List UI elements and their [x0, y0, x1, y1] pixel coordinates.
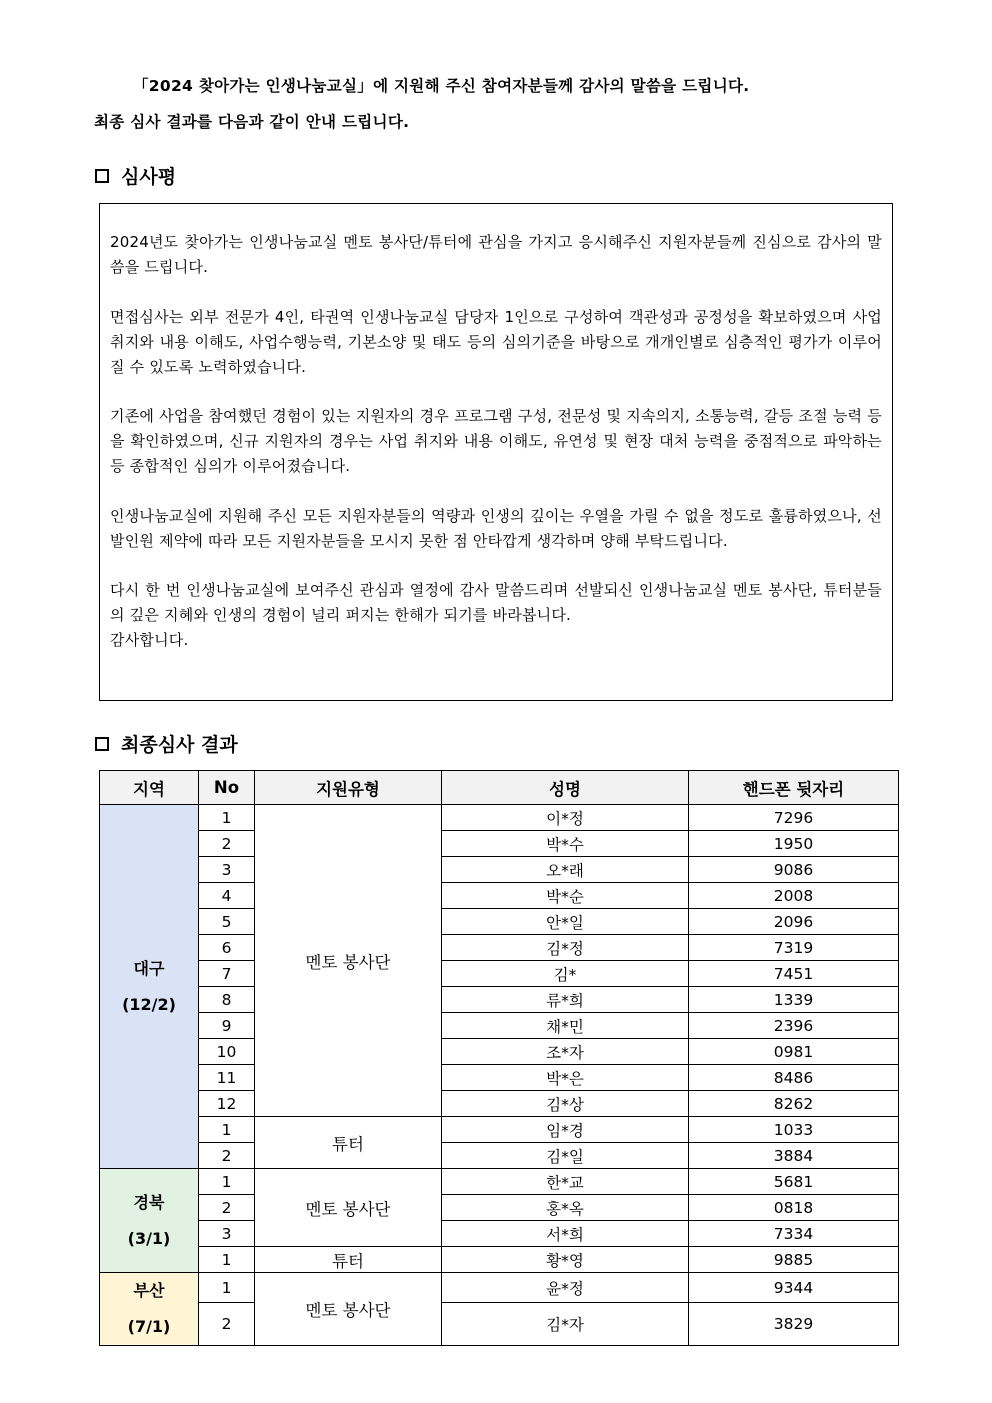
row-name: 박*수 — [442, 831, 689, 857]
table-row — [100, 831, 899, 857]
region-count: (3/1) — [127, 1228, 171, 1248]
table-row — [100, 1169, 899, 1195]
row-phone: 1033 — [689, 1117, 899, 1143]
section-title-result — [95, 730, 238, 757]
region-cell-busan — [100, 1273, 199, 1346]
row-name: 김* — [442, 961, 689, 987]
row-name: 홍*옥 — [442, 1195, 689, 1221]
row-name: 김*일 — [442, 1143, 689, 1169]
table-row — [100, 1273, 899, 1303]
row-phone: 1339 — [689, 987, 899, 1013]
review-paragraph: 다시 한 번 인생나눔교실에 보여주신 관심과 열정에 감사 말씀드리며 선발되신 인생나눔교실 멘토 봉사단, 튜터분들의 깊은 지혜와 인생의 경험이 널리 퍼지는 한해가 되기를 바라봅니다. — [110, 581, 882, 624]
review-paragraph: 2024년도 찾아가는 인생나눔교실 멘토 봉사단/튜터에 관심을 가지고 응시해주신 지원자분들께 진심으로 감사의 말씀을 드립니다. — [110, 233, 882, 276]
region-name: 부산 — [133, 1281, 165, 1300]
row-name: 황*영 — [442, 1247, 689, 1273]
review-paragraph: 인생나눔교실에 지원해 주신 모든 지원자분들의 역량과 인생의 깊이는 우열을 가릴 수 없을 정도로 훌륭하였으나, 선발인원 제약에 따라 모든 지원자분들을 모시지 못한 점 안타깝게 생각하며 양해 부탁드립니다. — [110, 506, 882, 550]
table-row — [100, 1117, 899, 1143]
table-row — [100, 1013, 899, 1039]
type-cell: 튜터 — [255, 1247, 442, 1273]
header-no: No — [199, 771, 255, 805]
row-phone: 9885 — [689, 1247, 899, 1273]
table-row — [100, 1065, 899, 1091]
type-cell: 멘토 봉사단 — [255, 805, 442, 1117]
row-no: 5 — [199, 909, 255, 935]
row-no: 1 — [199, 1169, 255, 1195]
table-row — [100, 1091, 899, 1117]
result-table — [99, 770, 899, 1346]
row-name: 임*경 — [442, 1117, 689, 1143]
row-no: 3 — [199, 1221, 255, 1247]
table-row — [100, 1247, 899, 1273]
table-header-row — [100, 771, 899, 805]
row-no: 6 — [199, 935, 255, 961]
row-phone: 5681 — [689, 1169, 899, 1195]
row-phone: 7296 — [689, 805, 899, 831]
checkbox-square-icon — [95, 737, 109, 751]
header-name: 성명 — [442, 771, 689, 805]
row-phone: 7319 — [689, 935, 899, 961]
row-no: 2 — [199, 1195, 255, 1221]
row-phone: 9086 — [689, 857, 899, 883]
region-count: (7/1) — [127, 1317, 171, 1336]
row-phone: 2396 — [689, 1013, 899, 1039]
header-region: 지역 — [100, 771, 199, 805]
row-no: 1 — [199, 1117, 255, 1143]
table-row — [100, 1221, 899, 1247]
row-phone: 2008 — [689, 883, 899, 909]
row-phone: 0981 — [689, 1039, 899, 1065]
type-cell: 멘토 봉사단 — [255, 1169, 442, 1247]
row-no: 1 — [199, 1273, 255, 1303]
table-row — [100, 987, 899, 1013]
table-row — [100, 1039, 899, 1065]
row-phone: 1950 — [689, 831, 899, 857]
row-name: 채*민 — [442, 1013, 689, 1039]
row-name: 안*일 — [442, 909, 689, 935]
table-row — [100, 857, 899, 883]
row-phone: 9344 — [689, 1273, 899, 1303]
row-no: 1 — [199, 805, 255, 831]
row-name: 김*정 — [442, 935, 689, 961]
row-name: 박*은 — [442, 1065, 689, 1091]
section-title-review — [95, 162, 176, 189]
row-name: 오*래 — [442, 857, 689, 883]
table-row — [100, 883, 899, 909]
row-phone: 8262 — [689, 1091, 899, 1117]
row-name: 류*희 — [442, 987, 689, 1013]
review-paragraph: 면접심사는 외부 전문가 4인, 타권역 인생나눔교실 담당자 1인으로 구성하여 객관성과 공정성을 확보하였으며 사업 취지와 내용 이해도, 사업수행능력, 기본소양 및 태도 등의 심의기준을 바탕으로 개개인별로 심층적인 평가가 이루어질 수 있도록 노력하였습니다. — [110, 307, 882, 376]
row-no: 2 — [199, 1303, 255, 1346]
row-phone: 7334 — [689, 1221, 899, 1247]
intro-line-1: 「2024 찾아가는 인생나눔교실」에 지원해 주신 참여자분들께 감사의 말씀을 드립니다. — [133, 77, 750, 95]
intro-line-2: 최종 심사 결과를 다음과 같이 안내 드립니다. — [94, 113, 410, 131]
row-no: 9 — [199, 1013, 255, 1039]
table-row — [100, 1143, 899, 1169]
row-name: 한*교 — [442, 1169, 689, 1195]
table-row — [100, 935, 899, 961]
row-no: 2 — [199, 1143, 255, 1169]
region-name: 대구 — [133, 958, 165, 978]
header-phone: 핸드폰 뒷자리 — [689, 771, 899, 805]
row-name: 서*희 — [442, 1221, 689, 1247]
checkbox-square-icon — [95, 169, 109, 183]
row-phone: 3829 — [689, 1303, 899, 1346]
section-title-result-text: 최종심사 결과 — [121, 734, 238, 756]
row-no: 3 — [199, 857, 255, 883]
row-name: 조*자 — [442, 1039, 689, 1065]
row-no: 4 — [199, 883, 255, 909]
row-phone: 2096 — [689, 909, 899, 935]
table-row — [100, 909, 899, 935]
review-box — [99, 203, 893, 701]
row-name: 김*자 — [442, 1303, 689, 1346]
row-name: 이*정 — [442, 805, 689, 831]
row-phone: 3884 — [689, 1143, 899, 1169]
row-no: 10 — [199, 1039, 255, 1065]
type-cell: 튜터 — [255, 1117, 442, 1169]
region-cell-gyeongbuk — [100, 1169, 199, 1273]
table-row — [100, 805, 899, 831]
row-name: 윤*정 — [442, 1273, 689, 1303]
region-name: 경북 — [133, 1192, 165, 1212]
review-closing: 감사합니다. — [110, 631, 189, 649]
row-name: 김*상 — [442, 1091, 689, 1117]
row-no: 2 — [199, 831, 255, 857]
row-phone: 7451 — [689, 961, 899, 987]
row-no: 8 — [199, 987, 255, 1013]
row-name: 박*순 — [442, 883, 689, 909]
review-paragraph: 기존에 사업을 참여했던 경험이 있는 지원자의 경우 프로그램 구성, 전문성 및 지속의지, 소통능력, 갈등 조절 능력 등을 확인하였으며, 신규 지원자의 경우는 사업 취지와 내용 이해도, 유연성 및 현장 대처 능력을 중점적으로 파악하는 등 종합적인 심의가 이루어졌습니다. — [110, 407, 882, 475]
region-cell-daegu — [100, 805, 199, 1169]
table-row — [100, 1303, 899, 1346]
table-row — [100, 1195, 899, 1221]
section-title-review-text: 심사평 — [121, 166, 177, 188]
row-no: 7 — [199, 961, 255, 987]
row-phone: 8486 — [689, 1065, 899, 1091]
row-no: 11 — [199, 1065, 255, 1091]
row-no: 12 — [199, 1091, 255, 1117]
row-phone: 0818 — [689, 1195, 899, 1221]
row-no: 1 — [199, 1247, 255, 1273]
type-cell: 멘토 봉사단 — [255, 1273, 442, 1346]
region-count: (12/2) — [122, 994, 176, 1014]
header-type: 지원유형 — [255, 771, 442, 805]
table-row — [100, 961, 899, 987]
